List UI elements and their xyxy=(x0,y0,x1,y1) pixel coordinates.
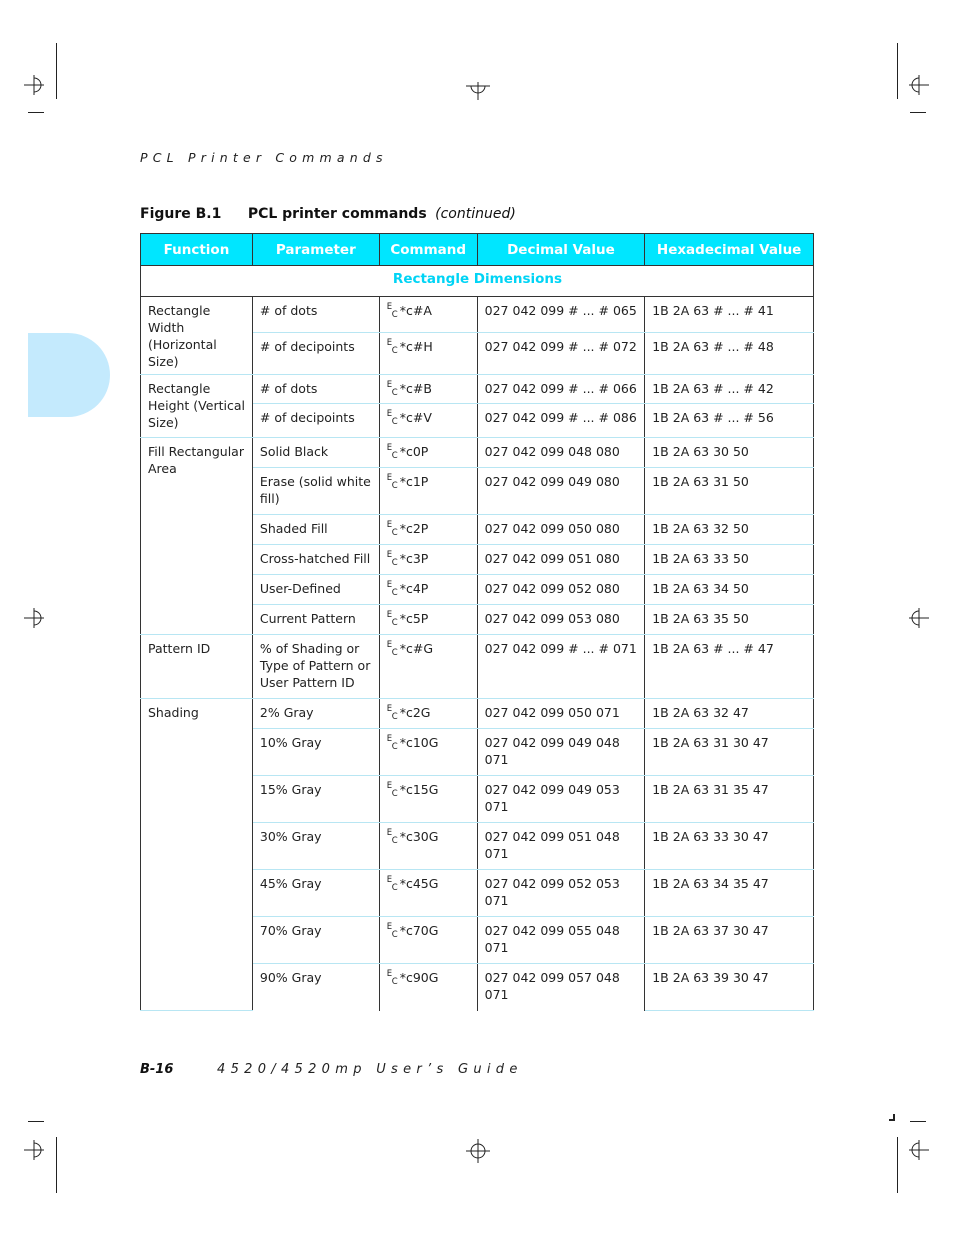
decimal-cell: 027 042 099 051 080 xyxy=(477,545,645,575)
escape-char-c: C xyxy=(391,977,398,987)
function-cell: Fill Rectangular Area xyxy=(141,438,253,635)
hex-cell: 1B 2A 63 # ... # 41 xyxy=(645,297,814,333)
escape-char-e: E xyxy=(386,302,393,312)
escape-char-c: C xyxy=(391,930,398,940)
escape-char-e: E xyxy=(386,704,393,714)
command-text: *c4P xyxy=(399,581,429,596)
parameter-cell: # of decipoints xyxy=(252,333,379,375)
escape-char-c: C xyxy=(391,588,398,598)
escape-char-e: E xyxy=(386,734,393,744)
escape-char-c: C xyxy=(391,481,398,491)
escape-char-e: E xyxy=(386,610,393,620)
decimal-cell: 027 042 099 # ... # 066 xyxy=(477,375,645,404)
figure-number: Figure B.1 xyxy=(140,206,222,222)
command-cell xyxy=(379,776,477,823)
table-row xyxy=(141,375,814,404)
escape-char-symbol xyxy=(386,875,400,893)
parameter-cell: Cross-hatched Fill xyxy=(252,545,379,575)
parameter-cell: 15% Gray xyxy=(252,776,379,823)
escape-char-e: E xyxy=(386,380,393,390)
parameter-cell: 10% Gray xyxy=(252,729,379,776)
column-header-decimal: Decimal Value xyxy=(477,234,645,266)
command-cell xyxy=(379,917,477,964)
registration-mark-icon xyxy=(907,73,931,97)
parameter-cell: User-Defined xyxy=(252,575,379,605)
hex-cell: 1B 2A 63 31 35 47 xyxy=(645,776,814,823)
decimal-cell: 027 042 099 051 048 071 xyxy=(477,823,645,870)
table-row xyxy=(141,297,814,333)
decimal-cell: 027 042 099 050 080 xyxy=(477,515,645,545)
figure-caption xyxy=(140,206,516,222)
escape-char-e: E xyxy=(386,338,393,348)
escape-char-symbol xyxy=(386,380,400,398)
escape-char-e: E xyxy=(386,409,393,419)
escape-char-e: E xyxy=(386,875,393,885)
decimal-cell: 027 042 099 052 080 xyxy=(477,575,645,605)
escape-char-c: C xyxy=(391,836,398,846)
command-text: *c5P xyxy=(399,611,429,626)
escape-char-c: C xyxy=(391,346,398,356)
escape-char-c: C xyxy=(391,789,398,799)
escape-char-c: C xyxy=(391,618,398,628)
escape-char-symbol xyxy=(386,922,400,940)
hex-cell: 1B 2A 63 33 30 47 xyxy=(645,823,814,870)
command-cell xyxy=(379,515,477,545)
command-text: *c#V xyxy=(399,410,432,425)
command-cell xyxy=(379,964,477,1011)
command-cell xyxy=(379,438,477,468)
command-text: *c#A xyxy=(399,303,432,318)
escape-char-symbol xyxy=(386,828,400,846)
command-cell xyxy=(379,823,477,870)
command-cell xyxy=(379,870,477,917)
decimal-cell: 027 042 099 049 048 071 xyxy=(477,729,645,776)
table-header-row xyxy=(141,234,814,266)
command-cell xyxy=(379,545,477,575)
decimal-cell: 027 042 099 053 080 xyxy=(477,605,645,635)
escape-char-symbol xyxy=(386,550,400,568)
escape-char-c: C xyxy=(391,388,398,398)
parameter-cell: Solid Black xyxy=(252,438,379,468)
decimal-cell: 027 042 099 048 080 xyxy=(477,438,645,468)
crop-mark xyxy=(56,43,57,99)
crop-mark xyxy=(56,1137,57,1193)
table-row xyxy=(141,438,814,468)
function-cell: Rectangle Height (Vertical Size) xyxy=(141,375,253,438)
command-cell xyxy=(379,375,477,404)
hex-cell: 1B 2A 63 35 50 xyxy=(645,605,814,635)
escape-char-c: C xyxy=(391,451,398,461)
escape-char-symbol xyxy=(386,969,400,987)
command-text: *c45G xyxy=(399,876,439,891)
hex-cell: 1B 2A 63 # ... # 47 xyxy=(645,635,814,699)
escape-char-symbol xyxy=(386,443,400,461)
command-text: *c30G xyxy=(399,829,439,844)
command-cell xyxy=(379,699,477,729)
escape-char-symbol xyxy=(386,734,400,752)
section-tab-marker xyxy=(28,333,110,417)
section-title: Rectangle Dimensions xyxy=(141,266,814,297)
column-header-command: Command xyxy=(379,234,477,266)
parameter-cell: 70% Gray xyxy=(252,917,379,964)
function-cell: Pattern ID xyxy=(141,635,253,699)
hex-cell: 1B 2A 63 30 50 xyxy=(645,438,814,468)
parameter-cell: Erase (solid white fill) xyxy=(252,468,379,515)
escape-char-symbol xyxy=(386,302,400,320)
parameter-cell: 2% Gray xyxy=(252,699,379,729)
figure-continued: (continued) xyxy=(435,206,516,222)
hex-cell: 1B 2A 63 32 47 xyxy=(645,699,814,729)
decimal-cell: 027 042 099 # ... # 065 xyxy=(477,297,645,333)
decimal-cell: 027 042 099 057 048 071 xyxy=(477,964,645,1011)
crop-mark xyxy=(910,1121,926,1122)
section-row xyxy=(141,266,814,297)
crop-mark xyxy=(28,1121,44,1122)
decimal-cell: 027 042 099 050 071 xyxy=(477,699,645,729)
registration-mark-icon xyxy=(22,73,46,97)
decimal-cell: 027 042 099 # ... # 071 xyxy=(477,635,645,699)
decimal-cell: 027 042 099 049 053 071 xyxy=(477,776,645,823)
escape-char-symbol xyxy=(386,704,400,722)
decimal-cell: 027 042 099 049 080 xyxy=(477,468,645,515)
decimal-cell: 027 042 099 052 053 071 xyxy=(477,870,645,917)
command-text: *c#G xyxy=(399,641,434,656)
guide-title: 4520/4520mp User’s Guide xyxy=(217,1062,523,1077)
escape-char-e: E xyxy=(386,550,393,560)
command-text: *c15G xyxy=(399,782,439,797)
hex-cell: 1B 2A 63 # ... # 42 xyxy=(645,375,814,404)
parameter-cell: Shaded Fill xyxy=(252,515,379,545)
registration-mark-icon xyxy=(907,1138,931,1162)
escape-char-c: C xyxy=(391,742,398,752)
parameter-cell: # of decipoints xyxy=(252,404,379,438)
decimal-cell: 027 042 099 # ... # 086 xyxy=(477,404,645,438)
command-text: *c70G xyxy=(399,923,439,938)
command-text: *c0P xyxy=(399,444,429,459)
escape-char-e: E xyxy=(386,580,393,590)
command-text: *c90G xyxy=(399,970,439,985)
escape-char-c: C xyxy=(391,883,398,893)
decimal-cell: 027 042 099 055 048 071 xyxy=(477,917,645,964)
command-cell xyxy=(379,404,477,438)
command-cell xyxy=(379,729,477,776)
command-text: *c1P xyxy=(399,474,429,489)
escape-char-symbol xyxy=(386,473,400,491)
escape-char-symbol xyxy=(386,338,400,356)
command-text: *c3P xyxy=(399,551,429,566)
command-cell xyxy=(379,333,477,375)
hex-cell: 1B 2A 63 # ... # 56 xyxy=(645,404,814,438)
command-cell xyxy=(379,468,477,515)
escape-char-e: E xyxy=(386,520,393,530)
command-cell xyxy=(379,297,477,333)
crop-mark xyxy=(897,1137,898,1193)
command-cell xyxy=(379,575,477,605)
parameter-cell: # of dots xyxy=(252,375,379,404)
parameter-cell: Current Pattern xyxy=(252,605,379,635)
command-text: *c2G xyxy=(399,705,431,720)
escape-char-symbol xyxy=(386,520,400,538)
hex-cell: 1B 2A 63 31 50 xyxy=(645,468,814,515)
escape-char-e: E xyxy=(386,828,393,838)
parameter-cell: 30% Gray xyxy=(252,823,379,870)
escape-char-c: C xyxy=(391,558,398,568)
registration-mark-icon xyxy=(466,78,490,102)
command-text: *c2P xyxy=(399,521,429,536)
parameter-cell: 45% Gray xyxy=(252,870,379,917)
crop-mark xyxy=(889,1119,895,1121)
page-number: B-16 xyxy=(140,1062,174,1077)
command-cell xyxy=(379,635,477,699)
registration-mark-icon xyxy=(466,1139,490,1163)
command-text: *c#H xyxy=(399,339,433,354)
table-row xyxy=(141,635,814,699)
hex-cell: 1B 2A 63 34 35 47 xyxy=(645,870,814,917)
escape-char-c: C xyxy=(391,417,398,427)
escape-char-c: C xyxy=(391,648,398,658)
escape-char-symbol xyxy=(386,640,400,658)
column-header-parameter: Parameter xyxy=(252,234,379,266)
command-cell xyxy=(379,605,477,635)
hex-cell: 1B 2A 63 37 30 47 xyxy=(645,917,814,964)
escape-char-e: E xyxy=(386,443,393,453)
command-text: *c10G xyxy=(399,735,439,750)
escape-char-e: E xyxy=(386,473,393,483)
hex-cell: 1B 2A 63 31 30 47 xyxy=(645,729,814,776)
crop-mark xyxy=(910,112,926,113)
crop-mark xyxy=(897,43,898,99)
registration-mark-icon xyxy=(22,1138,46,1162)
registration-mark-icon xyxy=(907,606,931,630)
figure-title: PCL printer commands xyxy=(247,206,427,222)
escape-char-symbol xyxy=(386,580,400,598)
parameter-cell: % of Shading or Type of Pattern or User Pattern ID xyxy=(252,635,379,699)
hex-cell: 1B 2A 63 39 30 47 xyxy=(645,964,814,1011)
registration-mark-icon xyxy=(22,606,46,630)
hex-cell: 1B 2A 63 33 50 xyxy=(645,545,814,575)
column-header-function: Function xyxy=(141,234,253,266)
command-text: *c#B xyxy=(399,381,432,396)
running-header: PCL Printer Commands xyxy=(140,150,388,165)
escape-char-c: C xyxy=(391,528,398,538)
escape-char-symbol xyxy=(386,781,400,799)
decimal-cell: 027 042 099 # ... # 072 xyxy=(477,333,645,375)
escape-char-e: E xyxy=(386,922,393,932)
function-cell: Rectangle Width (Horizontal Size) xyxy=(141,297,253,375)
hex-cell: 1B 2A 63 34 50 xyxy=(645,575,814,605)
escape-char-c: C xyxy=(391,712,398,722)
parameter-cell: 90% Gray xyxy=(252,964,379,1011)
pcl-commands-table xyxy=(140,233,814,1011)
table-row xyxy=(141,699,814,729)
escape-char-symbol xyxy=(386,610,400,628)
escape-char-e: E xyxy=(386,969,393,979)
crop-mark xyxy=(28,112,44,113)
escape-char-e: E xyxy=(386,781,393,791)
escape-char-symbol xyxy=(386,409,400,427)
escape-char-e: E xyxy=(386,640,393,650)
column-header-hex: Hexadecimal Value xyxy=(645,234,814,266)
hex-cell: 1B 2A 63 32 50 xyxy=(645,515,814,545)
function-cell: Shading xyxy=(141,699,253,1011)
escape-char-c: C xyxy=(391,310,398,320)
parameter-cell: # of dots xyxy=(252,297,379,333)
hex-cell: 1B 2A 63 # ... # 48 xyxy=(645,333,814,375)
